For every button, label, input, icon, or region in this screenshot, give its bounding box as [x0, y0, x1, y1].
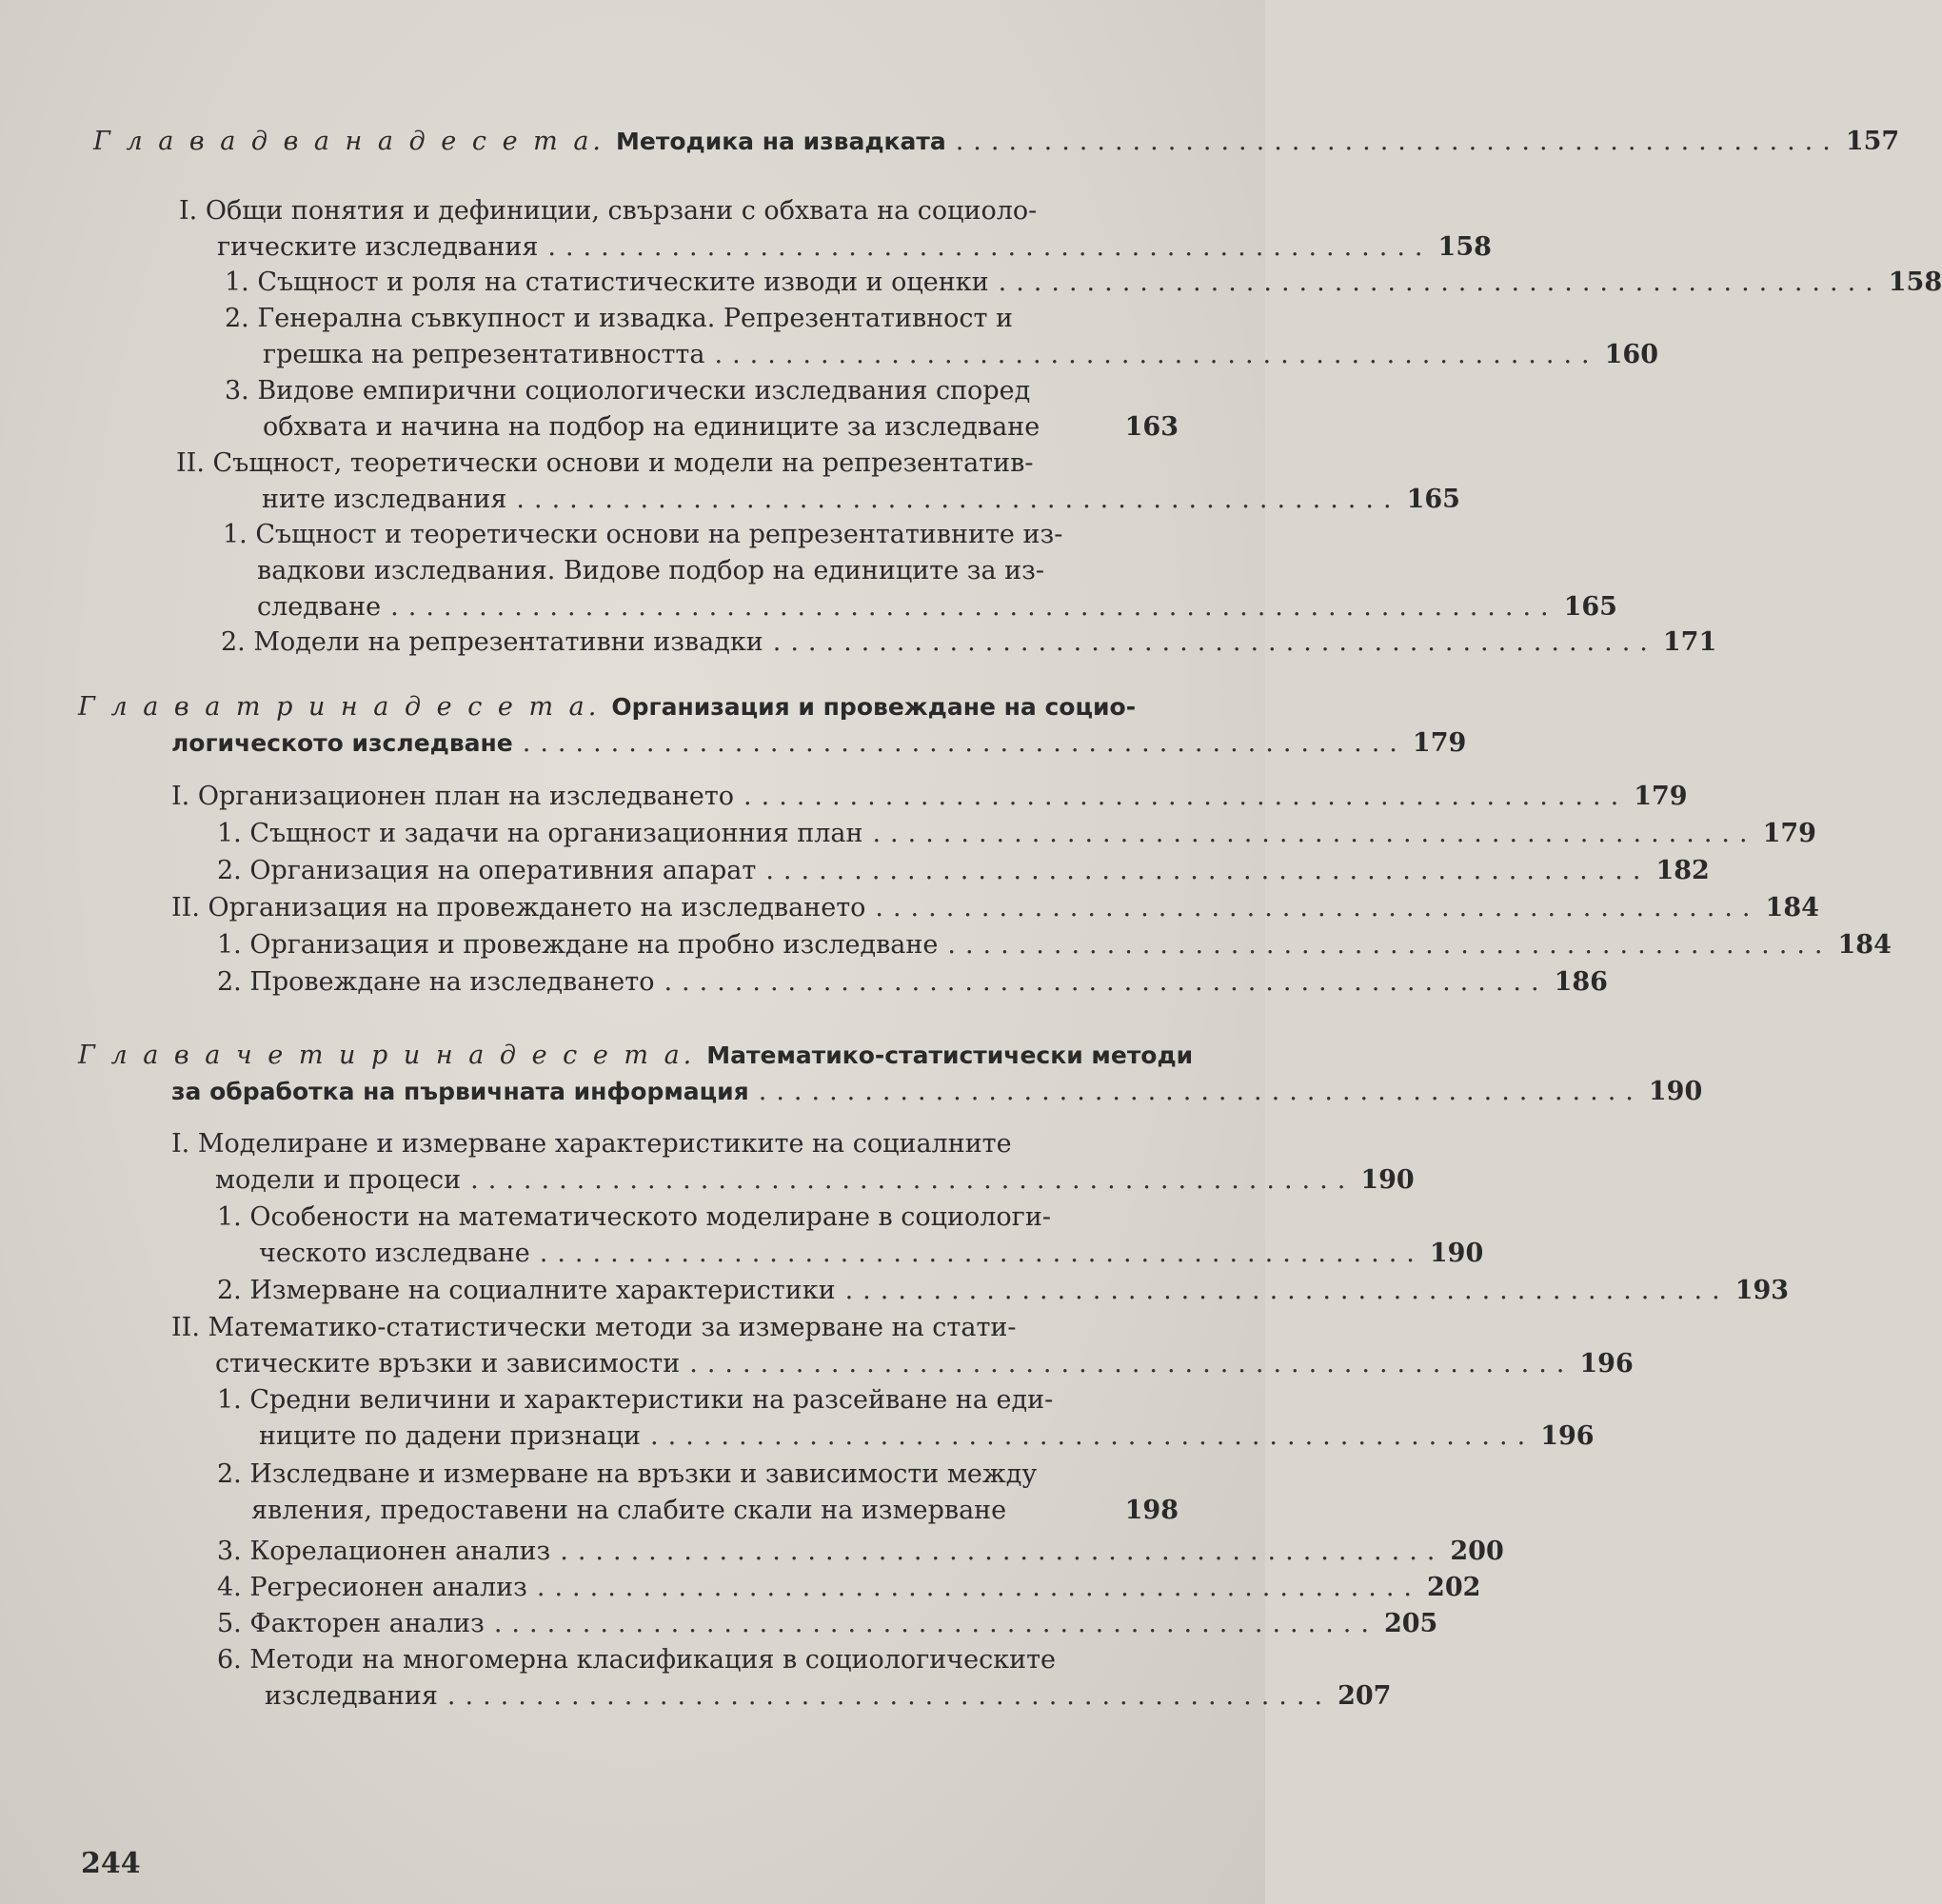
leader-dots: .................................................. — [650, 1421, 1536, 1451]
leader-dots: .................................................. — [560, 1537, 1445, 1566]
leader-dots: .................................................. — [765, 856, 1651, 885]
item-12-1-1-line-1: 1. Същност и роля на статистическите изводи и оценки — [225, 268, 989, 297]
item-14-2-3-line-1: 3. Корелационен анализ — [217, 1537, 551, 1566]
item-14-2-5-line-1: 5. Факторен анализ — [217, 1609, 485, 1638]
leader-dots: .................................................. — [772, 627, 1657, 657]
item-14-1-1-page: 190 — [1429, 1239, 1484, 1268]
item-13-1-2-line-1: 2. Организация на оперативния апарат — [217, 856, 757, 885]
page-number: 244 — [81, 1847, 141, 1880]
item-12-1-3-line-1: 3. Видове емпирични социологически изследвания според — [225, 376, 1031, 406]
item-14-2-4-line-1: 4. Регресионен анализ — [217, 1573, 527, 1602]
item-13-2-2 — [217, 964, 1608, 1001]
leader-dots: .................................................. — [689, 1349, 1575, 1378]
item-12-1-3-line-2: обхвата и начина на подбор на единиците за изследване — [263, 412, 1040, 442]
section-14-1-page: 190 — [1360, 1165, 1415, 1195]
chapter-14-title-line-2: за обработка на първичната информация — [171, 1078, 749, 1105]
leader-dots: .................................................. — [955, 127, 1840, 156]
leader-dots: .................................................................. — [390, 592, 1558, 622]
item-13-1-1-line-1: 1. Същност и задачи на организационния план — [217, 819, 863, 848]
section-12-1-line-2: гическите изследвания — [217, 232, 539, 262]
leader-dots: .................................................. — [664, 967, 1549, 997]
item-12-1-2-line-2: грешка на репрезентативността — [263, 340, 705, 369]
item-14-2-3 — [217, 1534, 1504, 1570]
chapter-14-page: 190 — [1648, 1077, 1703, 1106]
section-14-1-line-1: I. Моделиране и измерване характеристиките на социалните — [171, 1129, 1012, 1159]
item-12-2-2 — [221, 625, 1717, 661]
item-14-2-2-line-2: явления, предоставени на слабите скали на измерване — [251, 1496, 1007, 1525]
item-13-2-2-page: 186 — [1554, 967, 1608, 997]
leader-dots: .................................................. — [758, 1077, 1643, 1106]
item-12-1-1-page: 158 — [1888, 268, 1942, 297]
leader-dots: .................................................. — [947, 930, 1833, 960]
item-14-2-2-line-1: 2. Изследване и измерване на връзки и зависимости между — [217, 1459, 1038, 1489]
leader-dots: .................................................. — [536, 1573, 1422, 1602]
section-14-2-line-2: стическите връзки и зависимости — [215, 1349, 681, 1378]
section-14-2-line-1: II. Математико-статистически методи за измерване на стати- — [171, 1313, 1017, 1342]
section-12-1-line-1: I. Общи понятия и дефиниции, свързани с обхвата на социоло- — [179, 196, 1038, 226]
item-14-2-3-page: 200 — [1450, 1537, 1504, 1566]
item-14-1-1 — [217, 1200, 1484, 1272]
chapter-12-prefix: Г л а в а д в а н а д е с е т а. — [93, 127, 604, 156]
item-14-1-2-page: 193 — [1734, 1276, 1790, 1305]
section-12-2-page: 165 — [1406, 485, 1460, 514]
chapter-12-title: Методика на извадката — [616, 128, 946, 155]
item-12-1-2-page: 160 — [1604, 340, 1658, 369]
item-14-2-6-page: 207 — [1338, 1681, 1392, 1711]
item-13-1-1 — [217, 816, 1816, 852]
item-12-2-1-line-2: вадкови изследвания. Видове подбор на единиците за из- — [257, 556, 1045, 585]
leader-dots: .................................................. — [493, 1609, 1378, 1638]
section-14-1-line-2: модели и процеси — [215, 1165, 462, 1195]
chapter-12-heading — [93, 124, 1900, 160]
leader-dots: .................................................. — [522, 728, 1407, 758]
item-14-2-5-page: 205 — [1383, 1609, 1438, 1638]
item-14-2-6-line-2: изследвания — [265, 1681, 438, 1711]
item-14-1-1-line-2: ческото изследване — [259, 1239, 530, 1268]
item-12-1-2 — [225, 301, 1658, 373]
item-14-2-1-line-2: ниците по дадени признаци — [259, 1421, 642, 1451]
leader-dots: .................................................. — [470, 1165, 1356, 1195]
section-13-2 — [171, 890, 1819, 926]
item-12-2-2-page: 171 — [1662, 627, 1717, 657]
item-12-2-1-line-1: 1. Същност и теоретически основи на репрезентативните из- — [223, 520, 1063, 549]
item-12-2-1-line-3: следване — [257, 592, 382, 622]
section-12-1-page: 158 — [1437, 232, 1492, 262]
chapter-13-title-line-2: логическото изследване — [171, 729, 513, 757]
section-13-2-line-1: II. Организация на провеждането на изследването — [171, 893, 866, 922]
item-12-2-2-line-1: 2. Модели на репрезентативни извадки — [221, 627, 763, 657]
leader-dots: .................................................. — [743, 782, 1629, 811]
item-13-1-1-page: 179 — [1762, 819, 1816, 848]
leader-dots: .................................................. — [875, 893, 1760, 922]
item-13-1-2 — [217, 853, 1710, 889]
item-14-2-1 — [217, 1382, 1595, 1455]
item-12-1-2-line-1: 2. Генерална съвкупност и извадка. Репрезентативност и — [225, 304, 1014, 333]
item-12-2-1-page: 165 — [1563, 592, 1617, 622]
item-14-2-1-page: 196 — [1540, 1421, 1595, 1451]
leader-dots: .................................................. — [844, 1276, 1730, 1305]
item-14-2-4 — [217, 1570, 1481, 1606]
leader-dots: .................................................. — [446, 1681, 1333, 1711]
chapter-12-page: 157 — [1845, 127, 1900, 156]
section-12-1 — [179, 193, 1492, 266]
section-13-1-line-1: I. Организационен план на изследването — [171, 782, 735, 811]
item-12-1-3 — [225, 373, 1179, 446]
item-12-1-1 — [225, 265, 1942, 301]
section-12-2-line-1: II. Същност, теоретически основи и модели на репрезентатив- — [176, 448, 1034, 478]
item-13-1-2-page: 182 — [1655, 856, 1710, 885]
section-14-2 — [171, 1310, 1634, 1382]
chapter-13-title-line-1: Организация и провеждане на социо- — [611, 693, 1137, 721]
section-12-2 — [176, 446, 1460, 518]
item-13-2-1 — [217, 927, 1892, 963]
section-13-2-page: 184 — [1765, 893, 1819, 922]
item-13-2-2-line-1: 2. Провеждане на изследването — [217, 967, 655, 997]
chapter-13-page: 179 — [1412, 728, 1467, 758]
chapter-14-prefix: Г л а в а ч е т и р и н а д е с е т а. — [78, 1041, 696, 1070]
item-13-2-1-line-1: 1. Организация и провеждане на пробно изследване — [217, 930, 939, 960]
leader-dots: .................................................. — [998, 268, 1883, 297]
leader-dots: .................................................. — [872, 819, 1757, 848]
item-12-2-1 — [223, 517, 1617, 625]
item-14-2-2-page: 198 — [1124, 1496, 1179, 1525]
item-14-2-6-line-1: 6. Методи на многомерна класификация в социологическите — [217, 1645, 1057, 1675]
item-14-2-6 — [217, 1642, 1392, 1715]
item-14-2-1-line-1: 1. Средни величини и характеристики на разсейване на еди- — [217, 1385, 1054, 1415]
item-14-1-2-line-1: 2. Измерване на социалните характеристики — [217, 1276, 836, 1305]
item-14-1-1-line-1: 1. Особености на математическото моделиране в социологи- — [217, 1202, 1051, 1232]
section-14-2-page: 196 — [1579, 1349, 1634, 1378]
chapter-13-heading — [78, 689, 1467, 762]
section-12-2-line-2: ните изследвания — [262, 485, 507, 514]
item-14-2-4-page: 202 — [1427, 1573, 1481, 1602]
section-13-1 — [171, 779, 1688, 815]
leader-dots: .................................................. — [714, 340, 1599, 369]
item-14-1-2 — [217, 1273, 1790, 1309]
section-13-1-page: 179 — [1634, 782, 1688, 811]
leader-dots: .................................................. — [547, 232, 1433, 262]
item-12-1-3-page: 163 — [1124, 412, 1179, 442]
item-13-2-1-page: 184 — [1837, 930, 1892, 960]
leader-dots: .................................................. — [516, 485, 1401, 514]
leader-dots: .................................................. — [539, 1239, 1424, 1268]
chapter-14-heading — [78, 1038, 1703, 1110]
chapter-14-title-line-1: Математико-статистически методи — [706, 1041, 1194, 1069]
item-14-2-5 — [217, 1606, 1438, 1642]
chapter-13-prefix: Г л а в а т р и н а д е с е т а. — [78, 692, 601, 722]
item-14-2-2 — [217, 1457, 1179, 1529]
section-14-1 — [171, 1126, 1415, 1199]
